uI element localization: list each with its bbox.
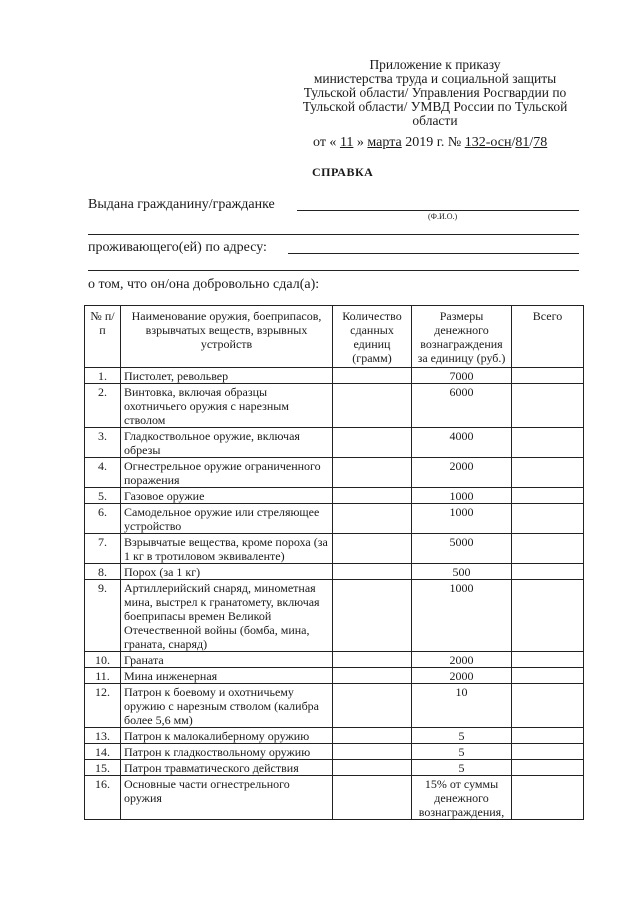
row-name: Порох (за 1 кг) [121, 564, 333, 580]
table-header-row [85, 306, 584, 368]
date-year: 2019 г. № [405, 135, 462, 150]
date-prefix: от « [313, 135, 337, 150]
date-mid: » [356, 135, 364, 150]
date-month: марта [367, 135, 402, 150]
row-num: 11. [85, 668, 121, 684]
row-qty [333, 368, 412, 384]
row-qty [333, 384, 412, 428]
row-name: Основные части огнестрельного оружия [121, 776, 333, 820]
row-qty [333, 458, 412, 488]
row-name: Огнестрельное оружие ограниченного поражения [121, 458, 333, 488]
row-num: 14. [85, 744, 121, 760]
header-num: № п/п [85, 306, 121, 368]
table-row [85, 744, 584, 760]
row-num: 8. [85, 564, 121, 580]
row-rate: 15% от суммы денежного вознаграждения, [412, 776, 512, 820]
row-total [512, 652, 584, 668]
row-qty [333, 776, 412, 820]
row-rate: 1000 [412, 488, 512, 504]
row-total [512, 684, 584, 728]
rewards-table [84, 305, 584, 820]
surrendered-label: о том, что он/она добровольно сдал(а): [88, 277, 320, 292]
row-total [512, 744, 584, 760]
table-row [85, 652, 584, 668]
header-block [280, 58, 590, 128]
row-rate: 1000 [412, 580, 512, 652]
row-name: Взрывчатые вещества, кроме пороха (за 1 кг в тротиловом эквиваленте) [121, 534, 333, 564]
row-num: 10. [85, 652, 121, 668]
row-total [512, 488, 584, 504]
row-qty [333, 488, 412, 504]
row-total [512, 776, 584, 820]
row-num: 1. [85, 368, 121, 384]
row-qty [333, 760, 412, 776]
table-row [85, 368, 584, 384]
row-rate: 5000 [412, 534, 512, 564]
row-total [512, 368, 584, 384]
row-qty [333, 564, 412, 580]
table-row [85, 458, 584, 488]
row-num: 13. [85, 728, 121, 744]
row-total [512, 760, 584, 776]
table-row [85, 504, 584, 534]
row-rate: 500 [412, 564, 512, 580]
header-qty: Количество сданных единиц (грамм) [333, 306, 412, 368]
row-total [512, 384, 584, 428]
row-num: 9. [85, 580, 121, 652]
row-qty [333, 580, 412, 652]
header-total: Всего [512, 306, 584, 368]
row-num: 2. [85, 384, 121, 428]
table-row [85, 384, 584, 428]
row-qty [333, 744, 412, 760]
table-row [85, 776, 584, 820]
fio-line-2 [88, 234, 579, 235]
row-name: Патрон к боевому и охотничьему оружию с нарезным стволом (калибра более 5,6 мм) [121, 684, 333, 728]
row-name: Граната [121, 652, 333, 668]
fio-hint: (Ф.И.О.) [428, 212, 458, 221]
row-qty [333, 534, 412, 564]
row-name: Патрон травматического действия [121, 760, 333, 776]
row-rate: 5 [412, 760, 512, 776]
row-total [512, 668, 584, 684]
address-line [288, 253, 579, 254]
row-rate: 6000 [412, 384, 512, 428]
row-name: Патрон к малокалиберному оружию [121, 728, 333, 744]
row-rate: 1000 [412, 504, 512, 534]
row-name: Винтовка, включая образцы охотничьего оружия с нарезным стволом [121, 384, 333, 428]
row-num: 15. [85, 760, 121, 776]
row-total [512, 534, 584, 564]
row-name: Артиллерийский снаряд, минометная мина, выстрел к гранатомету, включая боеприпасы времен Великой Отечественной войны (бомба, мина, граната, снаряд) [121, 580, 333, 652]
row-num: 3. [85, 428, 121, 458]
row-num: 5. [85, 488, 121, 504]
row-name: Патрон к гладкоствольному оружию [121, 744, 333, 760]
row-rate: 7000 [412, 368, 512, 384]
address-label: проживающего(ей) по адресу: [88, 240, 267, 255]
row-qty [333, 668, 412, 684]
row-rate: 2000 [412, 652, 512, 668]
row-num: 12. [85, 684, 121, 728]
row-rate: 5 [412, 728, 512, 744]
row-rate: 2000 [412, 668, 512, 684]
table-row [85, 428, 584, 458]
row-total [512, 428, 584, 458]
table-row [85, 488, 584, 504]
header-name: Наименование оружия, боеприпасов, взрывчатых веществ, взрывных устройств [121, 306, 333, 368]
row-qty [333, 684, 412, 728]
table-row [85, 728, 584, 744]
table-row [85, 668, 584, 684]
row-name: Самодельное оружие или стреляющее устройство [121, 504, 333, 534]
row-rate: 10 [412, 684, 512, 728]
fio-line [297, 210, 579, 211]
header-line-4: Тульской области/ УМВД России по Тульской [302, 99, 568, 114]
row-qty [333, 728, 412, 744]
order-number-3: 78 [533, 135, 548, 150]
address-line-2 [88, 270, 579, 271]
row-num: 4. [85, 458, 121, 488]
row-total [512, 458, 584, 488]
row-rate: 2000 [412, 458, 512, 488]
row-name: Газовое оружие [121, 488, 333, 504]
table-row [85, 534, 584, 564]
row-qty [333, 428, 412, 458]
row-total [512, 728, 584, 744]
order-number-2: 81 [515, 135, 530, 150]
order-number-1: 132-осн [464, 135, 512, 150]
header-rate: Размеры денежного вознаграждения за единицу (руб.) [412, 306, 512, 368]
row-name: Пистолет, револьвер [121, 368, 333, 384]
row-name: Гладкоствольное оружие, включая обрезы [121, 428, 333, 458]
row-total [512, 580, 584, 652]
row-qty [333, 652, 412, 668]
row-name: Мина инженерная [121, 668, 333, 684]
table-row [85, 760, 584, 776]
issued-to-label: Выдана гражданину/гражданке [88, 197, 275, 212]
row-num: 7. [85, 534, 121, 564]
document-title: СПРАВКА [312, 165, 374, 179]
table-row [85, 580, 584, 652]
table-row [85, 684, 584, 728]
date-day: 11 [339, 135, 354, 150]
header-line-5: области [412, 113, 458, 128]
header-line-2: министерства труда и социальной защиты [313, 71, 557, 86]
row-total [512, 564, 584, 580]
row-rate: 5 [412, 744, 512, 760]
header-line-1: Приложение к приказу [369, 57, 501, 72]
row-num: 16. [85, 776, 121, 820]
header-line-3: Тульской области/ Управления Росгвардии по [303, 85, 567, 100]
row-total [512, 504, 584, 534]
order-date-line: от « 11 » марта 2019 г. № 132-осн/81/78 [313, 135, 548, 150]
row-qty [333, 504, 412, 534]
table-row [85, 564, 584, 580]
row-num: 6. [85, 504, 121, 534]
row-rate: 4000 [412, 428, 512, 458]
